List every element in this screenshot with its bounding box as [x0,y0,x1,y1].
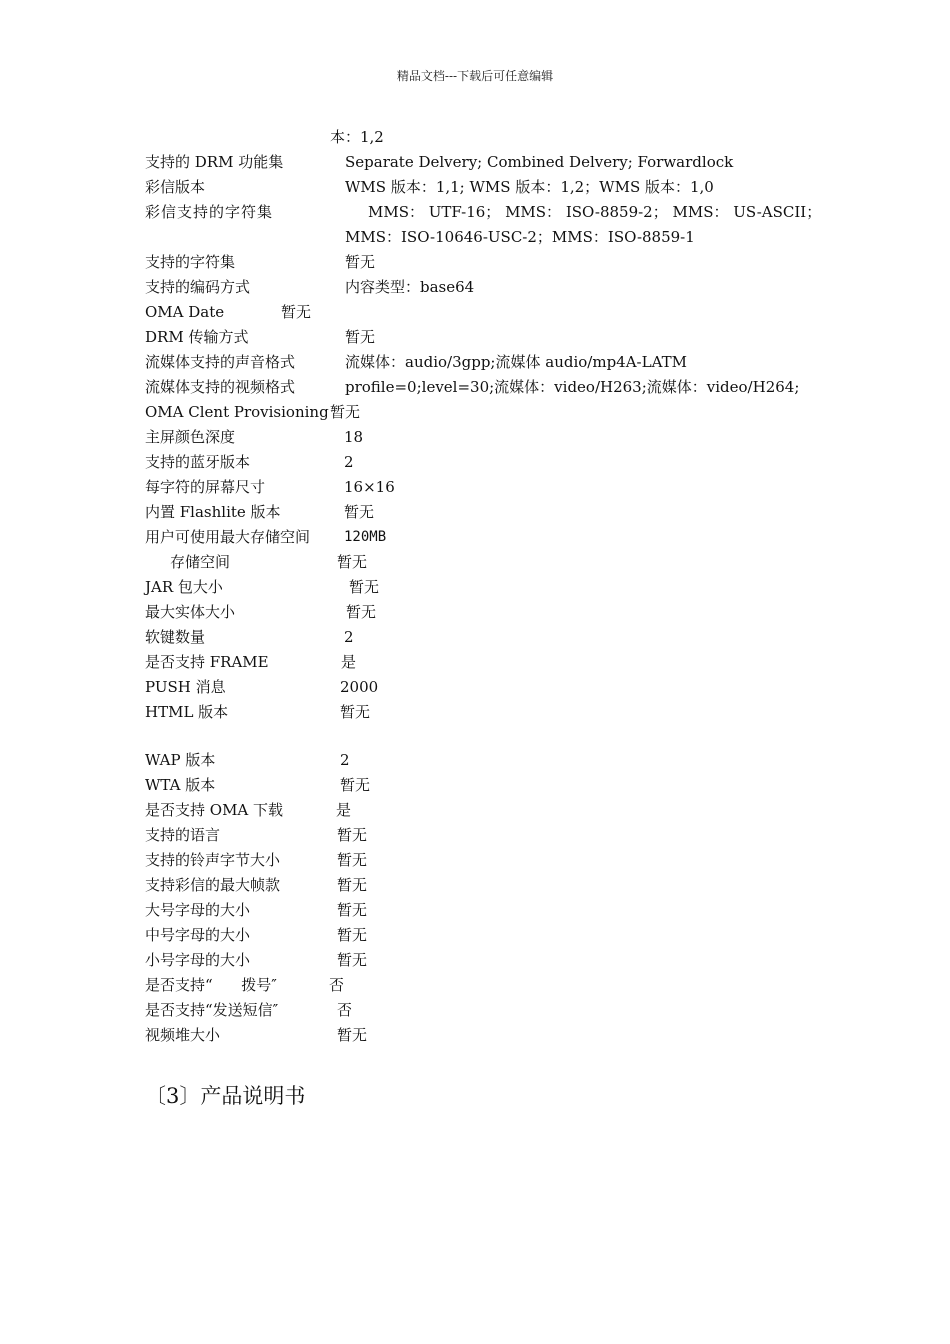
spec-label: 支持的 DRM 功能集 [145,153,284,171]
spec-value: 2000 [340,678,379,696]
spec-value: 暂无 [337,826,368,844]
spec-label: 是否支持“ 拨号″ [145,976,277,994]
spec-value: WMS 版本：1,1; WMS 版本：1,2；WMS 版本：1,0 [345,178,714,196]
spec-label: 支持的编码方式 [145,278,251,296]
spec-label: 支持的铃声字节大小 [145,851,281,869]
spec-value: 暂无 [346,603,377,621]
spec-label: 主屏颜色深度 [145,428,236,446]
spec-label: PUSH 消息 [145,678,226,696]
spec-label: 是否支持 OMA 下载 [145,801,284,819]
spec-value: 暂无 [345,328,376,346]
spec-value: 是 [336,801,352,819]
spec-label: 用户可使用最大存储空间 [145,528,311,546]
spec-value: profile=0;level=30;流媒体：video/H263;流媒体：video/H264; [345,378,800,396]
spec-value: 暂无 [281,303,312,321]
spec-value: 2 [340,751,350,769]
spec-label: 软键数量 [145,628,206,646]
spec-value: 暂无 [337,876,368,894]
section-heading: 〔3〕产品说明书 [145,1084,306,1108]
spec-value: 暂无 [337,926,368,944]
spec-value: Separate Delvery; Combined Delvery; Forwardlock [345,153,734,171]
spec-value: 暂无 [349,578,380,596]
spec-value: 2 [344,453,354,471]
spec-label: 大号字母的大小 [145,901,251,919]
spec-label: 最大实体大小 [145,603,236,621]
spec-label: 内置 Flashlite 版本 [145,503,281,521]
spec-value: 暂无 [337,553,368,571]
spec-label: 中号字母的大小 [145,926,251,944]
spec-label: 支持的蓝牙版本 [145,453,251,471]
spec-label: HTML 版本 [145,703,229,721]
spec-value: 否 [329,976,345,994]
spec-label: DRM 传输方式 [145,328,249,346]
spec-value: 120MB [344,529,387,545]
spec-value: 否 [337,1001,353,1019]
spec-label: JAR 包大小 [145,578,223,596]
spec-label: 彩信版本 [145,178,206,196]
spec-label: 是否支持 FRAME [145,653,269,671]
spec-label: 是否支持“发送短信″ [145,1001,279,1019]
spec-label: 视频堆大小 [145,1026,221,1044]
spec-value: 暂无 [345,253,376,271]
spec-value: 暂无 [330,403,361,421]
spec-value: 16×16 [344,478,395,496]
spec-value: 流媒体：audio/3gpp;流媒体 audio/mp4A-LATM [345,353,687,371]
spec-value: 本：1,2 [330,128,384,146]
page-header: 精品文档---下载后可任意编辑 [396,69,554,83]
spec-value: 暂无 [337,851,368,869]
spec-value: 内容类型：base64 [345,278,475,296]
spec-value: 暂无 [337,1026,368,1044]
spec-label: 彩信支持的字符集 [145,203,274,221]
spec-label: 存储空间 [170,553,231,571]
spec-value: MMS：ISO-10646-USC-2；MMS：ISO-8859-1 [345,228,695,246]
spec-value: 暂无 [337,901,368,919]
spec-label: 支持的字符集 [145,253,236,271]
spec-label: OMA Clent Provisioning [145,403,329,421]
spec-value: 暂无 [337,951,368,969]
spec-value: 暂无 [344,503,375,521]
spec-value: 暂无 [340,776,371,794]
spec-label: OMA Date [145,303,225,321]
spec-label: 支持的语言 [145,826,221,844]
spec-label: 流媒体支持的视频格式 [145,378,296,396]
spec-label: WTA 版本 [145,776,216,794]
spec-value: MMS： UTF-16； MMS： ISO-8859-2； MMS： US-ASCII； [368,203,822,221]
spec-value: 是 [341,653,357,671]
spec-label: 流媒体支持的声音格式 [145,353,296,371]
spec-value: 2 [344,628,354,646]
spec-value: 暂无 [340,703,371,721]
spec-label: WAP 版本 [145,751,216,769]
spec-value: 18 [344,428,364,446]
spec-label: 支持彩信的最大帧款 [145,876,281,894]
spec-label: 每字符的屏幕尺寸 [145,478,266,496]
spec-label: 小号字母的大小 [145,951,251,969]
